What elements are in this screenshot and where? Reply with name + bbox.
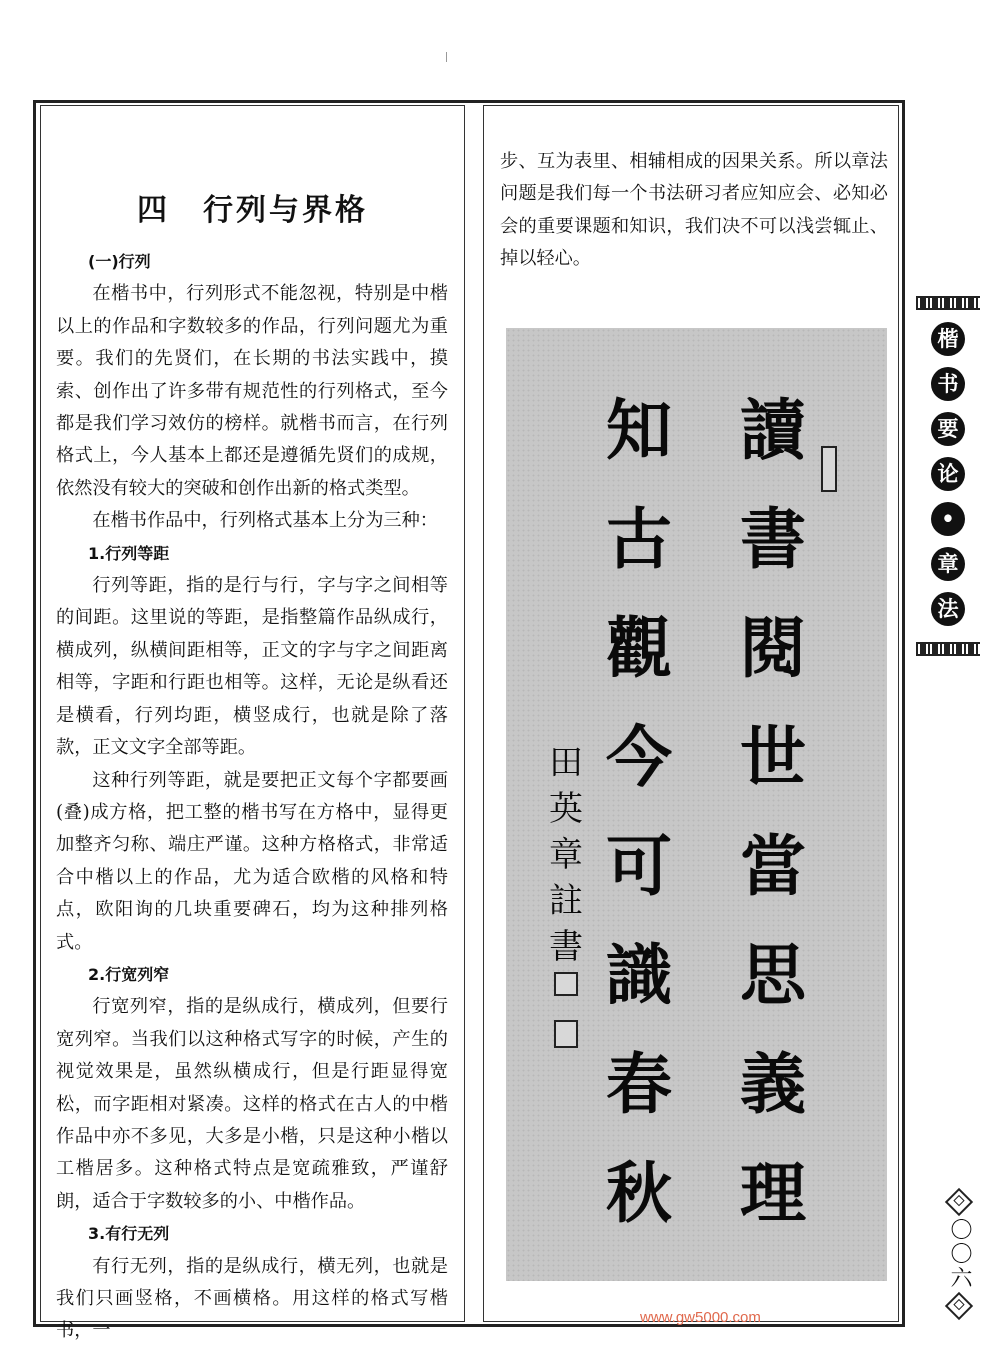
seal-stamp-studio: [554, 1020, 578, 1048]
paragraph: 在楷书作品中，行列格式基本上分为三种：: [92, 510, 438, 532]
signature-character: 書: [549, 927, 583, 967]
chapter-title-character: 楷: [931, 322, 965, 356]
signature-character: 註: [549, 881, 583, 921]
footer-watermark-url: www.gw5000.com: [640, 1309, 761, 1326]
top-tick: [446, 52, 447, 62]
calligraphy-character: 可: [606, 827, 672, 905]
paragraph: 这种行列等距，就是要把正文每个字都要画(叠)成方格，把工整的楷书写在方格中，显得更加整齐匀称、端庄严谨。这种方格格式，非常适合中楷以上的作品，尤为适合欧楷的风格和特点，欧阳询的几块重要碑石，均为这种排列格式。: [56, 769, 448, 953]
chapter-title-character: •: [931, 502, 965, 536]
paragraph: 行宽列窄，指的是纵成行，横成列，但要行宽列窄。当我们以这种格式写字的时候，产生的视觉效果是，虽然纵横成行，但是行距显得宽松，而字距相对紧凑。这样的格式在古人的中楷作品中亦不多见，大多是小楷，只是这种小楷以工楷居多。这种格式特点是宽疏雅致，严谨舒朗，适合于字数较多的小、中楷作品。: [56, 996, 448, 1212]
calligraphy-character: 古: [606, 500, 672, 578]
calligraphy-column-left: [594, 376, 684, 1248]
calligraphy-character: 觀: [606, 609, 672, 687]
chapter-title-character: 要: [931, 412, 965, 446]
paragraph: 行列等距，指的是行与行，字与字之间相等的间距。这里说的等距，是指整篇作品纵成行，横成列，纵横间距相等，正文的字与字之间距离相等，字距和行距也相等。这样，无论是纵看还是横看，行列均距，横竖成行，也就是除了落款，正文文字全部等距。: [56, 575, 448, 759]
calligraphy-character: 思: [740, 936, 806, 1014]
paragraph: 在楷书中，行列形式不能忽视，特别是中楷以上的作品和字数较多的作品，行列问题尤为重要。我们的先贤们，在长期的书法实践中，摸索、创作出了许多带有规范性的行列格式，至今都是我们学习效仿的榜样。就楷书而言，在行列格式上，今人基本上都还是遵循先贤们的成规，依然没有较大的突破和创作出新的格式类型。: [56, 283, 448, 499]
right-column-text: 步、互为表里、相辅相成的因果关系。所以章法问题是我们每一个书法研习者应知应会、必知必会的重要课题和知识，我们决不可以浅尝辄止、掉以轻心。: [500, 151, 888, 270]
section-title: 四 行列与界格: [137, 193, 368, 228]
signature-character: 章: [549, 835, 583, 875]
calligraphy-character: 知: [606, 391, 672, 469]
chapter-title-character: 法: [931, 592, 965, 626]
calligraphy-character: 識: [606, 936, 672, 1014]
chapter-title-character: 章: [931, 547, 965, 581]
calligraphy-character: 閱: [740, 609, 806, 687]
chapter-title: [930, 322, 966, 626]
calligraphy-artwork: [506, 328, 887, 1281]
signature-character: 英: [549, 789, 583, 829]
chapter-sidebar: [916, 296, 980, 656]
calligraphy-character: 讀: [740, 391, 806, 469]
calligraphy-character: 秋: [606, 1154, 672, 1232]
calligraphy-column-right: [728, 376, 818, 1248]
page-number: [944, 1186, 974, 1322]
calligraphy-character: 當: [740, 827, 806, 905]
calligraphy-signature: [546, 740, 586, 970]
calligraphy-character: 義: [740, 1045, 806, 1123]
seal-stamp-name: [554, 972, 578, 996]
diamond-ornament-icon: [945, 1188, 973, 1216]
greek-key-border-bottom: [916, 642, 980, 656]
left-column-text: [56, 246, 448, 1348]
calligraphy-character: 理: [740, 1154, 806, 1232]
chapter-title-character: 论: [931, 457, 965, 491]
seal-stamp-top: [821, 446, 837, 492]
subheading: 3.有行无列: [88, 1224, 170, 1244]
chapter-title-character: 书: [931, 367, 965, 401]
calligraphy-character: 世: [740, 718, 806, 796]
calligraphy-character: 春: [606, 1045, 672, 1123]
page-number-text: 〇〇六: [947, 1218, 972, 1290]
calligraphy-character: 今: [606, 718, 672, 796]
calligraphy-character: 書: [740, 500, 806, 578]
signature-character: 田: [549, 743, 583, 783]
subheading: (一)行列: [88, 252, 151, 271]
subheading: 1.行列等距: [88, 543, 170, 563]
subheading: 2.行宽列窄: [88, 964, 170, 984]
greek-key-border-top: [916, 296, 980, 310]
paragraph: 有行无列，指的是纵成行，横无列，也就是我们只画竖格，不画横格。用这样的格式写楷书，一: [56, 1255, 448, 1342]
diamond-ornament-icon: [945, 1292, 973, 1320]
